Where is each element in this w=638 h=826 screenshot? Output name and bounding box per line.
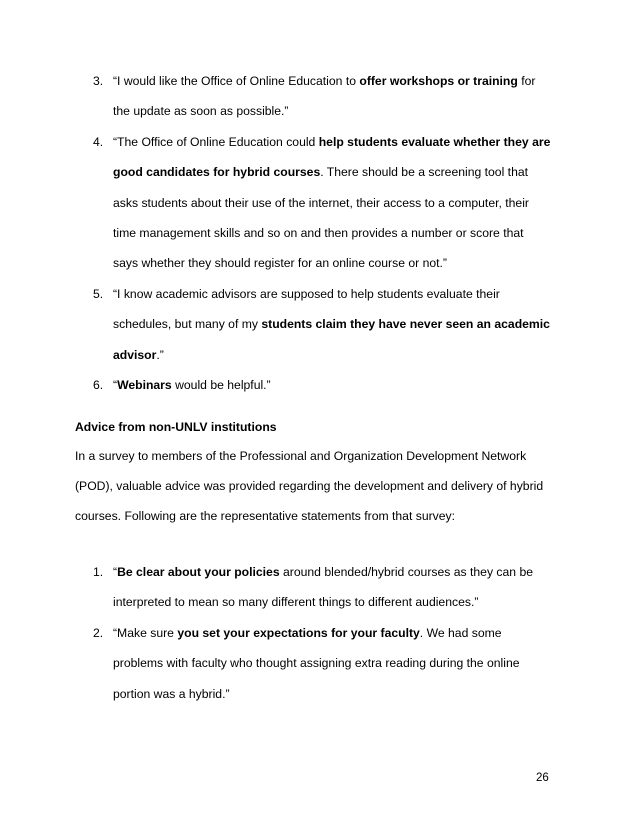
list-item-line bbox=[113, 66, 535, 96]
emphasis-text: advisor bbox=[113, 347, 157, 362]
emphasis-text: good candidates for hybrid courses bbox=[113, 165, 321, 180]
text-run: problems with faculty who thought assigning extra reading during the online bbox=[113, 656, 520, 671]
list-item-number: 1. bbox=[93, 565, 104, 579]
emphasis-text: offer workshops or training bbox=[359, 74, 518, 88]
emphasis-text: help students evaluate whether they are bbox=[318, 134, 551, 149]
text-run: around blended/hybrid courses as they can be bbox=[279, 565, 534, 579]
list-item-number: 3. bbox=[93, 74, 104, 88]
list-item-number: 6. bbox=[93, 378, 104, 392]
text-run: “Make sure bbox=[113, 625, 178, 640]
text-run: portion was a hybrid.” bbox=[113, 686, 230, 701]
text-run: schedules, but many of my bbox=[113, 317, 262, 332]
text-run: . There should be a screening tool that bbox=[320, 165, 529, 180]
page-number: 26 bbox=[536, 772, 549, 784]
text-run: “ bbox=[113, 565, 118, 579]
list-item-line bbox=[113, 370, 271, 400]
list-item-number: 2. bbox=[93, 625, 104, 640]
emphasis-text: Be clear about your policies bbox=[117, 565, 280, 579]
text-run: “ bbox=[113, 378, 118, 392]
list-item-line bbox=[113, 309, 550, 339]
emphasis-text: you set your expectations for your faculty bbox=[177, 625, 420, 640]
text-run: the update as soon as possible.” bbox=[113, 104, 289, 119]
text-run: for bbox=[517, 74, 536, 88]
text-run: time management skills and so on and then provides a number or score that bbox=[113, 225, 524, 240]
list-item-line bbox=[113, 340, 164, 370]
list-item-line bbox=[113, 279, 500, 309]
section-heading: Advice from non-UNLV institutions bbox=[75, 420, 277, 434]
list-item-line bbox=[113, 218, 524, 248]
text-run: . We had some bbox=[419, 625, 502, 640]
text-run: interpreted to mean so many different things to different audiences.” bbox=[113, 595, 479, 610]
text-run: .” bbox=[156, 347, 164, 362]
text-run: “The Office of Online Education could bbox=[113, 134, 319, 149]
paragraph-line: courses. Following are the representative statements from that survey: bbox=[75, 509, 456, 523]
list-item-line bbox=[113, 96, 288, 126]
text-run: “I would like the Office of Online Education to bbox=[113, 74, 360, 88]
list-item-line bbox=[113, 679, 230, 709]
list-item-line bbox=[113, 188, 529, 218]
paragraph-line: (POD), valuable advice was provided regarding the development and delivery of hybrid bbox=[75, 479, 544, 493]
text-run: “I know academic advisors are supposed to help students evaluate their bbox=[113, 286, 500, 301]
list-item-line bbox=[113, 157, 528, 187]
text-run: says whether they should register for an online course or not.” bbox=[113, 256, 447, 271]
paragraph-line: In a survey to members of the Professional and Organization Development Network bbox=[75, 449, 527, 463]
text-run: would be helpful.” bbox=[171, 378, 271, 392]
list-item-line bbox=[113, 557, 533, 587]
text-run: asks students about their use of the internet, their access to a computer, their bbox=[113, 195, 529, 210]
list-item-number: 5. bbox=[93, 286, 104, 301]
list-item-line bbox=[113, 648, 520, 678]
emphasis-text: Webinars bbox=[117, 378, 172, 392]
list-item-line bbox=[113, 618, 502, 648]
list-item-line bbox=[113, 127, 550, 157]
list-item-number: 4. bbox=[93, 134, 104, 149]
list-item-line bbox=[113, 587, 478, 617]
emphasis-text: students claim they have never seen an academic bbox=[261, 317, 550, 332]
list-item-line bbox=[113, 248, 447, 278]
